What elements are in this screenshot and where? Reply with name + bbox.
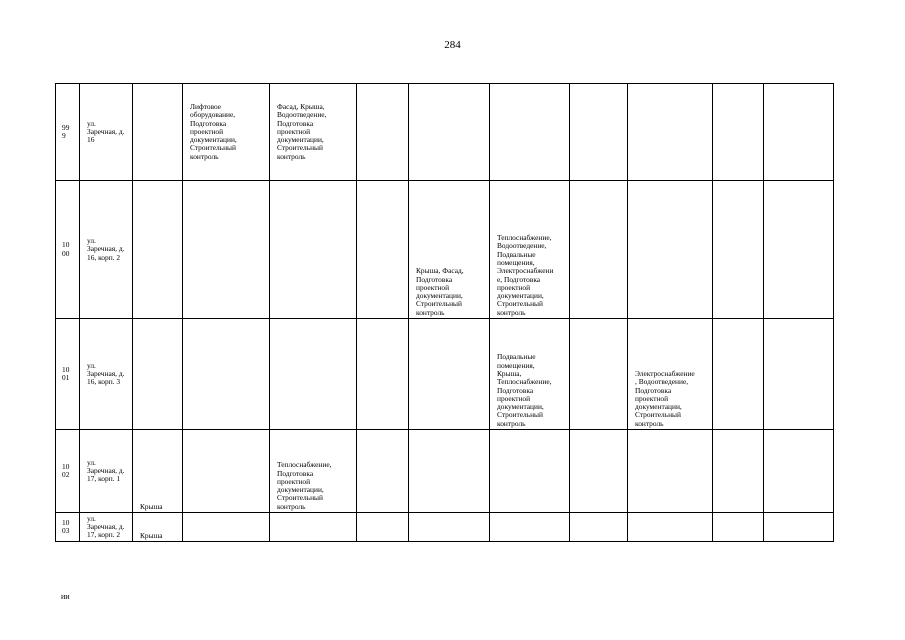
works-cell — [764, 430, 834, 513]
works-cell — [628, 181, 713, 319]
works-cell — [357, 181, 409, 319]
works-cell — [764, 84, 834, 181]
works-cell — [713, 430, 764, 513]
address-cell: ул. Заречная, д. 16, корп. 2 — [80, 181, 133, 319]
works-cell — [713, 181, 764, 319]
works-cell — [409, 513, 490, 542]
row-number-cell: 10 02 — [56, 430, 80, 513]
works-register-table — [55, 83, 834, 542]
works-cell — [357, 430, 409, 513]
row-number-cell: 99 9 — [56, 84, 80, 181]
address-cell: ул. Заречная, д. 16, корп. 3 — [80, 319, 133, 430]
works-cell — [628, 84, 713, 181]
works-cell — [409, 84, 490, 181]
works-cell: Теплоснабжение, Водоотведение, Подвальные помещения, Электроснабжени е, Подготовка проектной документации, Строительный контроль — [490, 181, 570, 319]
works-cell — [764, 319, 834, 430]
works-cell — [183, 430, 270, 513]
works-cell — [490, 84, 570, 181]
address-cell: ул. Заречная, д. 16 — [80, 84, 133, 181]
works-cell — [357, 84, 409, 181]
row-number-cell: 10 00 — [56, 181, 80, 319]
address-cell: ул. Заречная, д. 17, корп. 1 — [80, 430, 133, 513]
works-cell — [133, 84, 183, 181]
works-cell: Крыша, Фасад, Подготовка проектной документации, Строительный контроль — [409, 181, 490, 319]
works-cell — [570, 430, 628, 513]
works-cell — [570, 513, 628, 542]
works-cell: Фасад, Крыша, Водоотведение, Подготовка проектной документации, Строительный контроль — [270, 84, 357, 181]
works-cell: Крыша — [133, 513, 183, 542]
works-cell — [490, 513, 570, 542]
row-number-cell: 10 03 — [56, 513, 80, 542]
works-cell: Лифтовое оборудование, Подготовка проектной документации, Строительный контроль — [183, 84, 270, 181]
works-cell: Теплоснабжение, Подготовка проектной документации, Строительный контроль — [270, 430, 357, 513]
works-cell — [713, 319, 764, 430]
works-cell — [764, 513, 834, 542]
works-cell — [628, 430, 713, 513]
table-row — [56, 84, 834, 181]
works-cell — [357, 513, 409, 542]
works-cell — [409, 319, 490, 430]
works-cell — [409, 430, 490, 513]
page-number: 284 — [444, 39, 461, 51]
works-cell — [570, 319, 628, 430]
address-cell: ул. Заречная, д. 17, корп. 2 — [80, 513, 133, 542]
works-cell — [183, 513, 270, 542]
table-row — [56, 430, 834, 513]
works-cell: Крыша — [133, 430, 183, 513]
works-cell — [270, 319, 357, 430]
footer-mark: ии — [61, 592, 70, 601]
works-cell — [270, 513, 357, 542]
works-cell — [764, 181, 834, 319]
table-row — [56, 181, 834, 319]
works-cell — [270, 181, 357, 319]
works-cell: Электроснабжение , Водоотведение, Подготовка проектной документации, Строительный контроль — [628, 319, 713, 430]
works-cell — [133, 319, 183, 430]
works-cell — [183, 181, 270, 319]
works-cell — [713, 513, 764, 542]
row-number-cell: 10 01 — [56, 319, 80, 430]
works-cell — [570, 181, 628, 319]
table-row — [56, 319, 834, 430]
works-cell: Подвальные помещения, Крыша, Теплоснабжение, Подготовка проектной документации, Строительный контроль — [490, 319, 570, 430]
works-cell — [133, 181, 183, 319]
table-row — [56, 513, 834, 542]
works-cell — [628, 513, 713, 542]
works-cell — [357, 319, 409, 430]
works-cell — [713, 84, 764, 181]
works-cell — [570, 84, 628, 181]
works-cell — [490, 430, 570, 513]
works-cell — [183, 319, 270, 430]
